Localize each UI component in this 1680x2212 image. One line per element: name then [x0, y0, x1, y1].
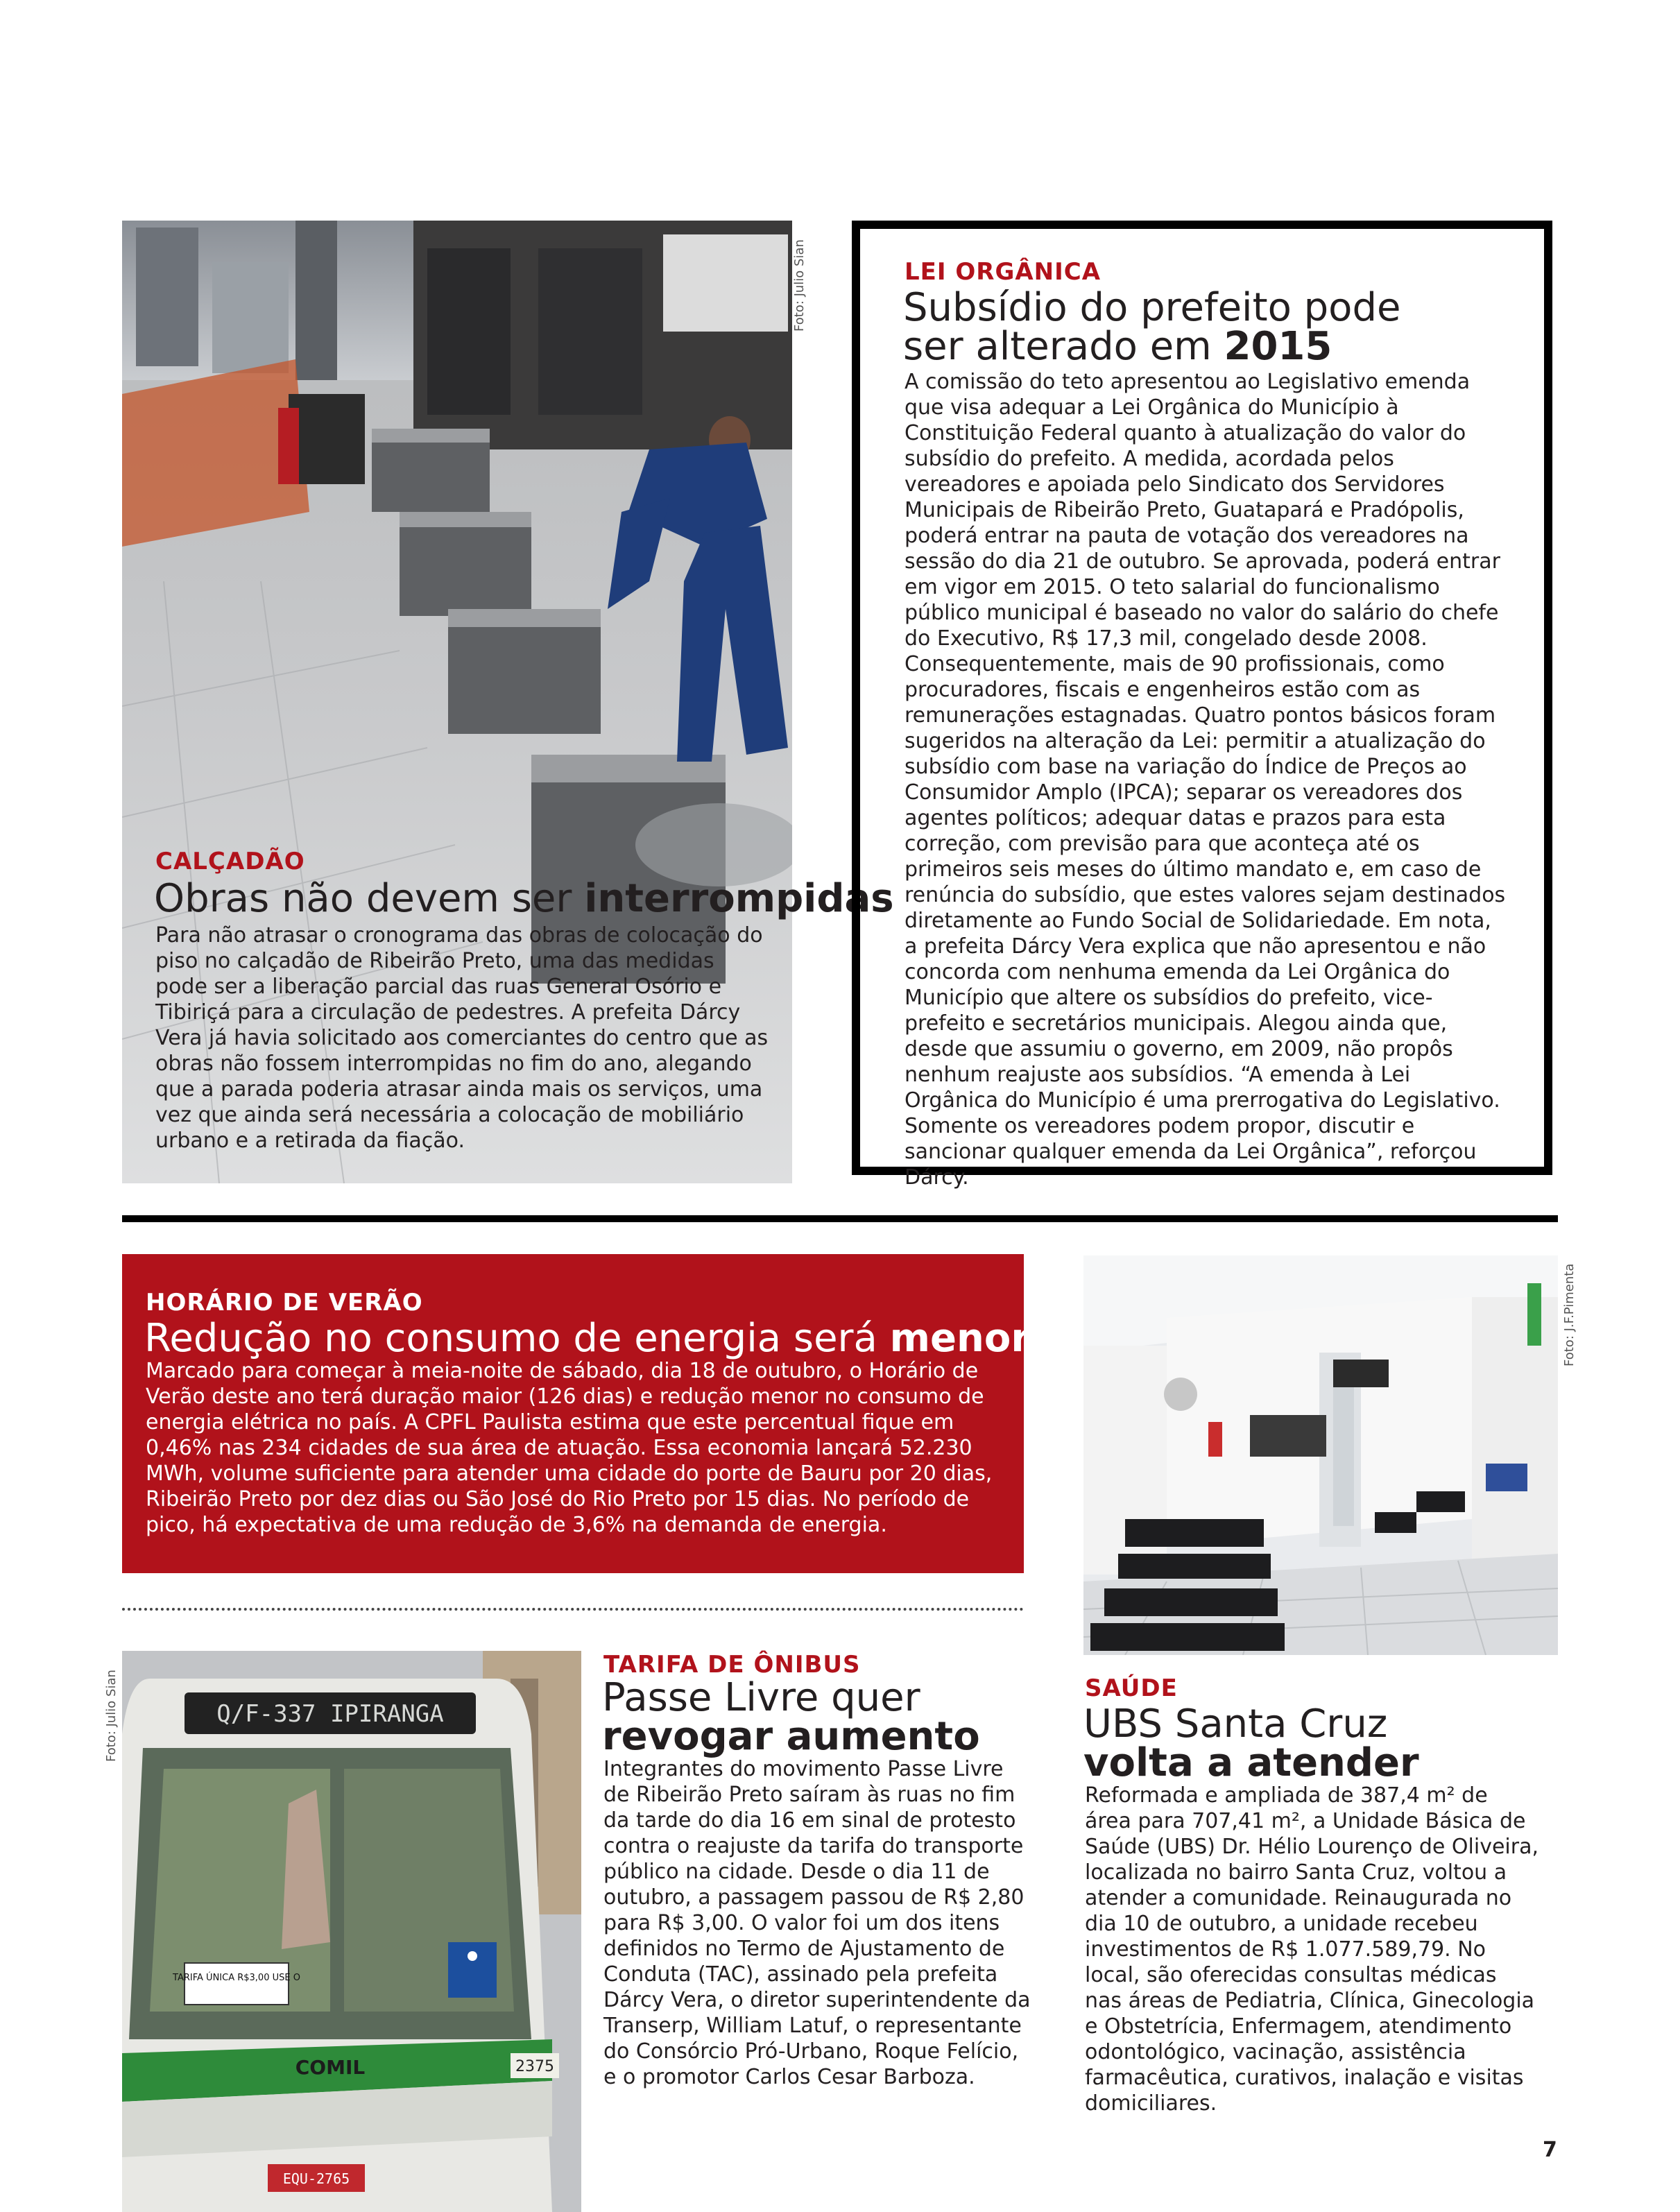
horario-verao-title-regular: Redução no consumo de energia será	[144, 1316, 890, 1361]
tarifa-title-line1: Passe Livre quer	[602, 1675, 920, 1720]
horario-verao-kicker: HORÁRIO DE VERÃO	[146, 1289, 423, 1317]
bus-image	[122, 1651, 581, 2212]
horario-verao-title-bold: menor	[889, 1316, 1030, 1361]
horario-verao-body: Marcado para começar à meia-noite de sábado, dia 18 de outubro, o Horário de Verão deste ano terá duração maior (126 dias) e redução menor no consumo de energia elétrica no país. A CPFL Paulista estima que este percentual fique em 0,46% nas 234 cidades de sua área de atuação. Essa economia lançará 52.230 MWh, volume suficiente para atender uma cidade do porte de Bauru por 20 dias, Ribeirão Preto por dez dias ou São José do Rio Preto por 15 dias. No período de pico, há expectativa de uma redução de 3,6% na demanda de energia.	[146, 1359, 993, 1537]
saude-title-line1: UBS Santa Cruz	[1083, 1701, 1388, 1747]
dotted-separator	[122, 1608, 1024, 1611]
bus-fare-card: TARIFA ÚNICA R$3,00 USE O	[173, 1973, 300, 1983]
saude-kicker: SAÚDE	[1085, 1674, 1178, 1702]
bus-brand: COMIL	[295, 2056, 366, 2079]
calcadao-kicker: CALÇADÃO	[155, 848, 305, 875]
calcadao-body: Para não atrasar o cronograma das obras de colocação do piso no calçadão de Ribeirão Preto, uma das medidas pode ser a liberação parcial das ruas General Osório e Tibiriçá para a circulação de pedestres. A prefeita Dárcy Vera já havia solicitado aos comerciantes do centro que as obras não fossem interrompidas no fim do ano, alegando que a parada poderia atrasar ainda mais os serviços, uma vez que ainda será necessária a colocação de mobiliário urbano e a retirada da fiação.	[155, 923, 769, 1153]
bus-plate: EQU-2765	[282, 2170, 350, 2187]
bus-photo	[122, 1651, 581, 2212]
bus-photo-credit: Foto: Julio Sian	[104, 1670, 119, 1762]
calcadao-title	[154, 876, 894, 921]
calcadao-photo-credit: Foto: Julio Sian	[792, 239, 807, 332]
tarifa-body: Integrantes do movimento Passe Livre de Ribeirão Preto saíram às ruas no fim da tarde do dia 16 em sinal de protesto contra o reajuste da tarifa do transporte público na cidade. Desde o dia 11 de outubro, a passagem passou de R$ 2,80 para R$ 3,00. O valor foi um dos itens definidos no Termo de Ajustamento de Conduta (TAC), assinado pela prefeita Dárcy Vera, o diretor superintendente da Transerp, William Latuf, o representante do Consórcio Pró-Urbano, Roque Felício, e o promotor Carlos Cesar Barboza.	[603, 1757, 1031, 2089]
calcadao-title-bold: interrompidas	[584, 876, 894, 921]
bus-sign: Q/F-337 IPIRANGA	[216, 1700, 444, 1728]
saude-title-line2: volta a atender	[1083, 1740, 1419, 1785]
page-number: 7	[1543, 2138, 1557, 2162]
tarifa-title-line2: revogar aumento	[602, 1714, 980, 1759]
lei-organica-kicker: LEI ORGÂNICA	[905, 258, 1102, 286]
tarifa-kicker: TARIFA DE ÔNIBUS	[603, 1651, 861, 1679]
lei-organica-title-line2	[903, 324, 1332, 369]
lei-organica-title-line2-bold: 2015	[1224, 324, 1332, 369]
horario-verao-title	[144, 1316, 1030, 1361]
bus-number: 2375	[515, 2058, 554, 2075]
lei-organica-body: A comissão do teto apresentou ao Legislativo emenda que visa adequar a Lei Orgânica do Município à Constituição Federal quanto à atualização do valor do subsídio do prefeito. A medida, acordada pelos vereadores e apoiada pelo Sindicato dos Servidores Municipais de Ribeirão Preto, Guatapará e Pradópolis, poderá entrar na pauta de votação dos vereadores na sessão do dia 21 de outubro. Se aprovada, poderá entrar em vigor em 2015. O teto salarial do funcionalismo público municipal é baseado no valor do salário do chefe do Executivo, R$ 17,3 mil, congelado desde 2008. Consequentemente, mais de 90 profissionais, como procuradores, fiscais e engenheiros estão com as remunerações estagnadas. Quatro pontos básicos foram sugeridos na alteração da Lei: permitir a atualização do subsídio com base na variação do Índice de Preços ao Consumidor Amplo (IPCA); separar os vereadores dos agentes políticos; adequar datas e prazos para esta correção, com previsão para que aconteça até os primeiros seis meses do último mandato e, em caso de renúncia do subsídio, que estes valores sejam destinados diretamente ao Fundo Social de Solidariedade. Em nota, a prefeita Dárcy Vera explica que não apresentou e não concorda com nenhuma emenda da Lei Orgânica do Município que altere os subsídios do prefeito, vice-prefeito e secretários municipais. Alegou ainda que, desde que assumiu o governo, em 2009, não propôs nenhum reajuste aos subsídios. “A emenda à Lei Orgânica do Município é uma prerrogativa do Legislativo. Somente os vereadores podem propor, discutir e sancionar qualquer emenda da Lei Orgânica”, reforçou Dárcy.	[905, 370, 1506, 1190]
lei-organica-title-line1: Subsídio do prefeito pode	[903, 285, 1401, 330]
ubs-photo	[1083, 1255, 1558, 1655]
calcadao-title-regular: Obras não devem ser	[154, 876, 585, 921]
saude-body: Reformada e ampliada de 387,4 m² de área para 707,41 m², a Unidade Básica de Saúde (UBS) Dr. Hélio Lourenço de Oliveira, localizada no bairro Santa Cruz, voltou a atender a comunidade. Reinaugurada no dia 10 de outubro, a unidade recebeu investimentos de R$ 1.077.589,79. No local, são oferecidas consultas médicas nas áreas de Pediatria, Clínica, Ginecologia e Obstetrícia, Enfermagem, atendimento odontológico, vacinação, assistência farmacêutica, curativos, inalação e visitas domiciliares.	[1085, 1783, 1539, 2116]
lei-organica-title-line2-regular: ser alterado em	[903, 324, 1224, 369]
ubs-photo-credit: Foto: J.F.Pimenta	[1562, 1263, 1577, 1366]
clinic-interior-image	[1083, 1255, 1558, 1655]
section-divider	[122, 1215, 1558, 1222]
